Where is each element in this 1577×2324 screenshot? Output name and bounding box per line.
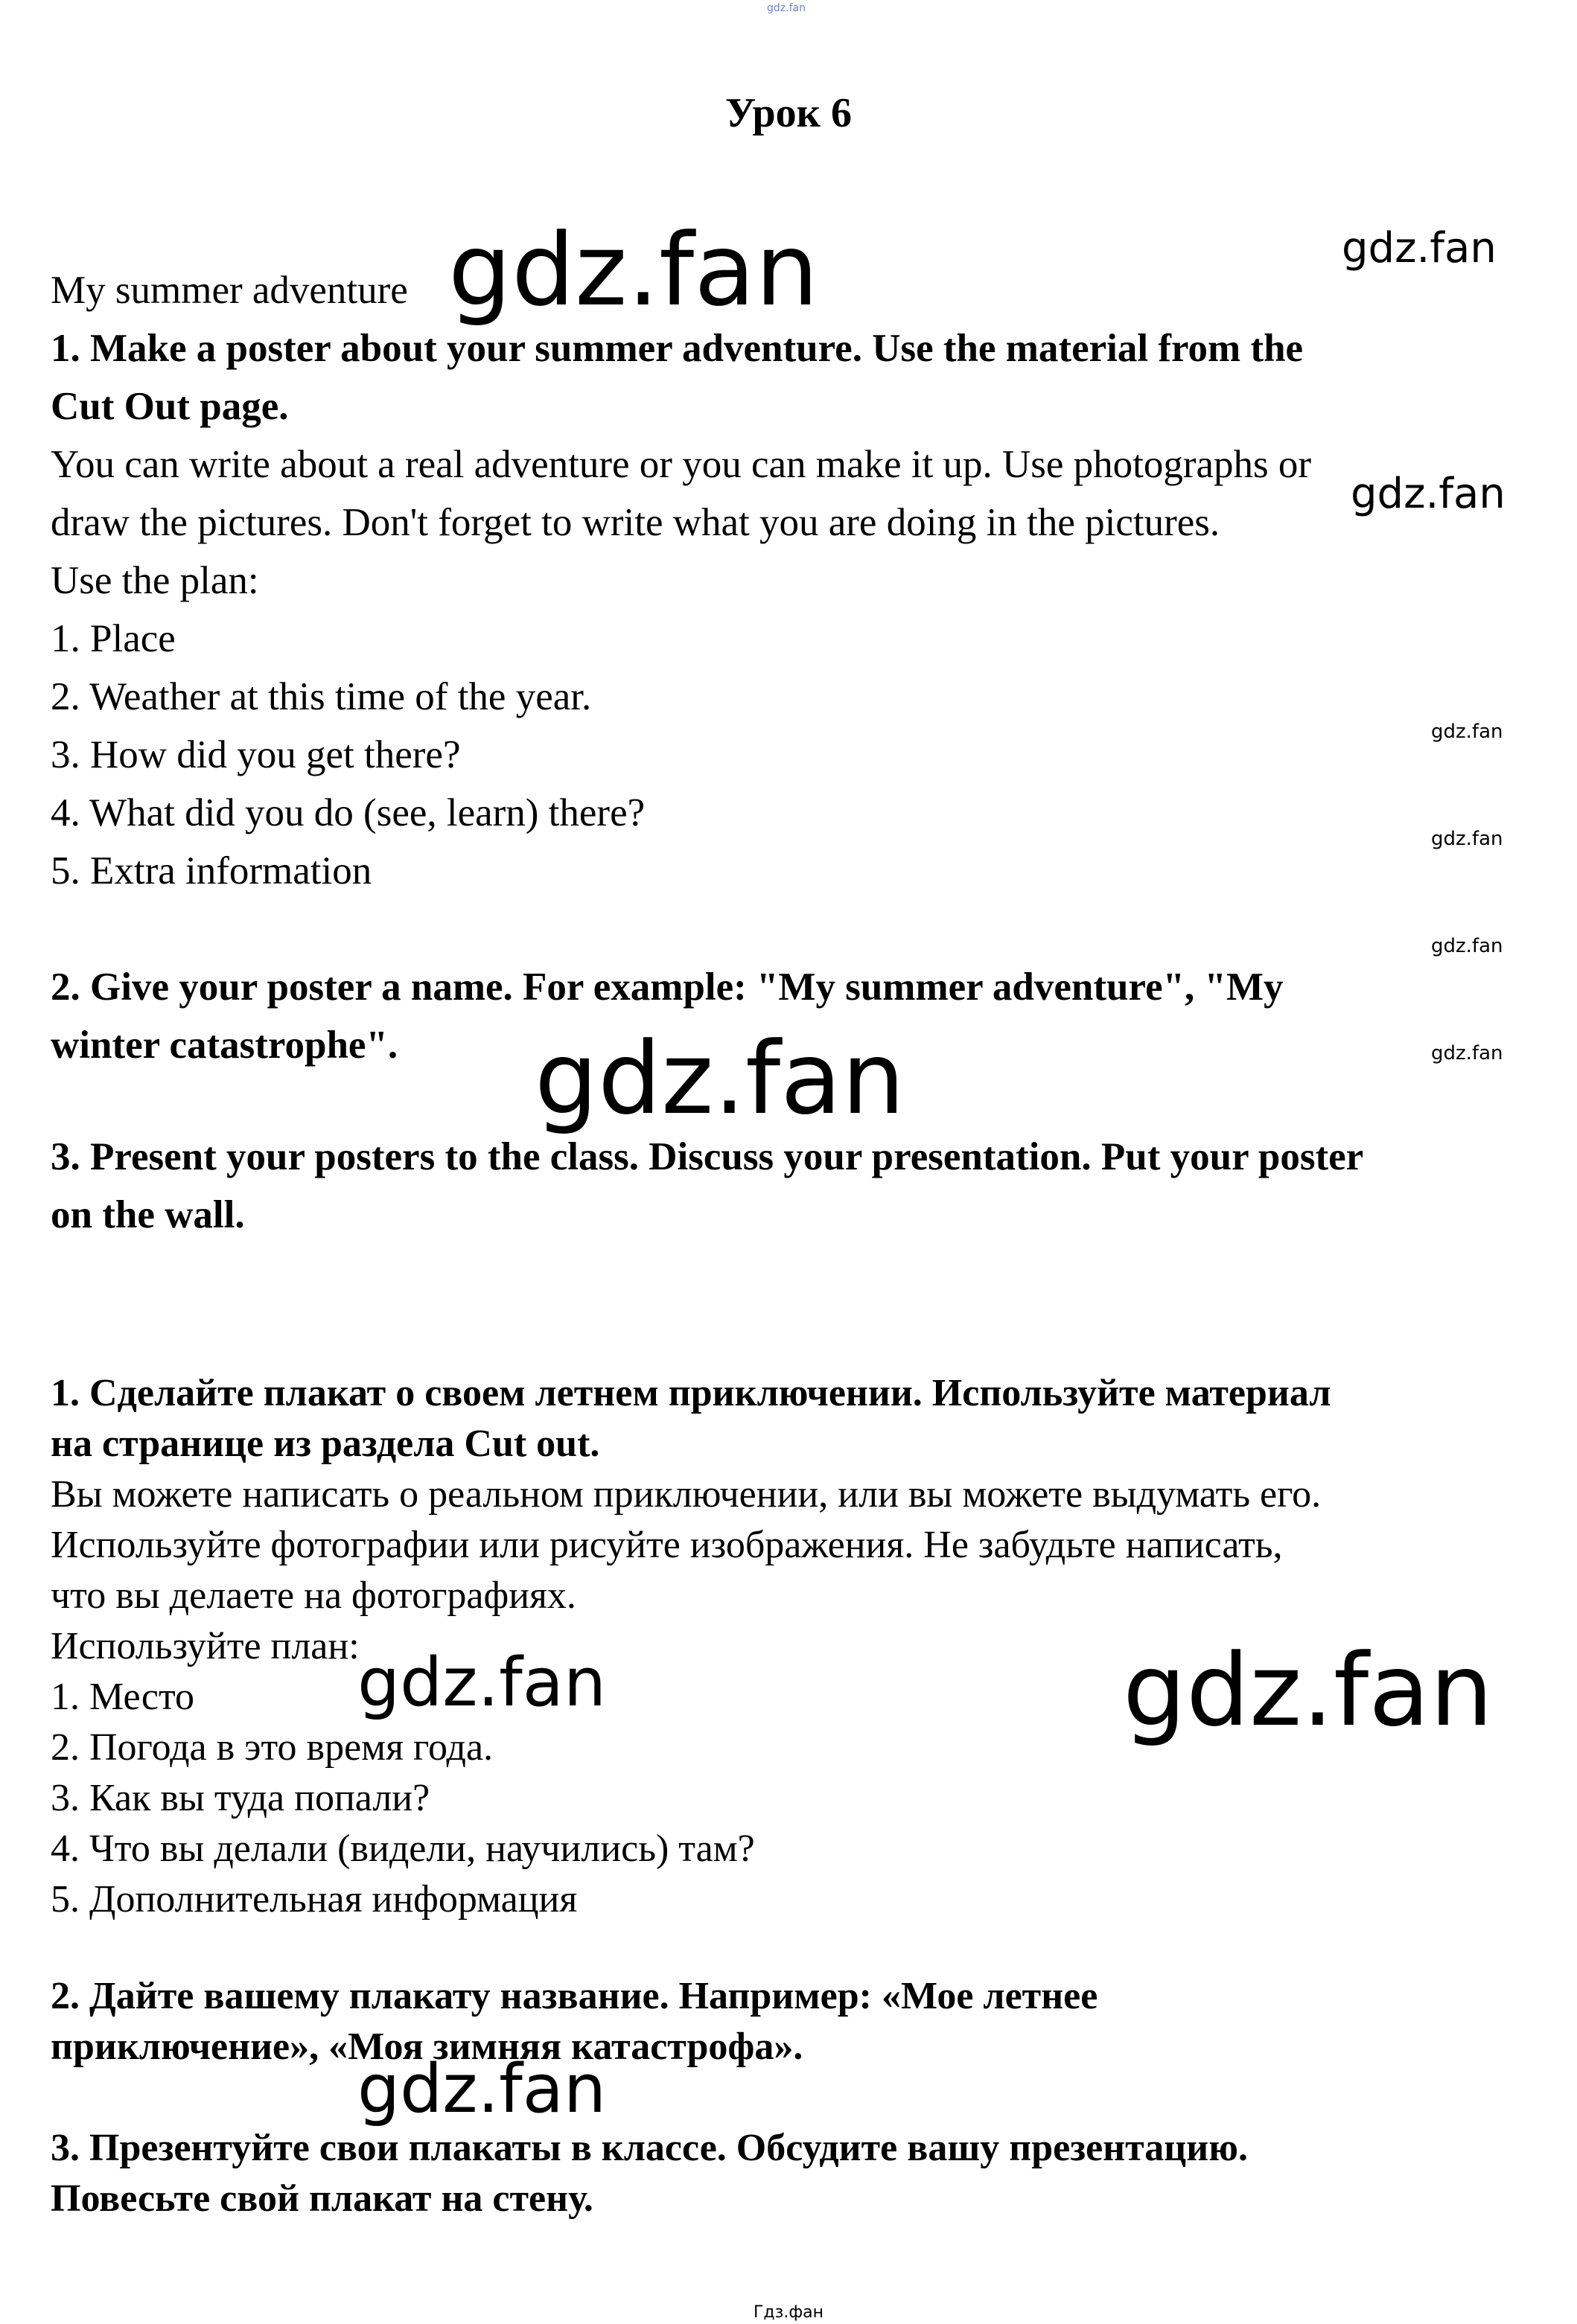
task2-heading-line1: 2. Give your poster a name. For example: "My summer adventure", "My [51, 965, 1284, 1009]
task1-body-line1: You can write about a real adventure or you can make it up. Use photographs or [51, 443, 1312, 486]
ru-plan-item: 3. Как вы туда попали? [51, 1777, 430, 1819]
watermark-small: gdz.fan [1431, 935, 1503, 957]
page-title: Урок 6 [725, 90, 852, 136]
ru-task1-body-line2: Используйте фотографии или рисуйте изображения. Не забудьте написать, [51, 1524, 1283, 1566]
ru-task3-heading-line1: 3. Презентуйте свои плакаты в классе. Обсудите вашу презентацию. [51, 2127, 1248, 2169]
task3-heading-line2: on the wall. [51, 1193, 245, 1236]
watermark-large: gdz.fan [448, 212, 819, 328]
task1-heading-line1: 1. Make a poster about your summer adventure. Use the material from the [51, 327, 1304, 370]
ru-task1-heading-line1: 1. Сделайте плакат о своем летнем приключении. Используйте материал [51, 1372, 1331, 1414]
ru-plan-item: 1. Место [51, 1676, 195, 1718]
ru-task2-heading-line1: 2. Дайте вашему плакату название. Например: «Мое летнее [51, 1975, 1098, 2017]
watermark-large: gdz.fan [535, 1021, 905, 1137]
watermark-medium-large: gdz.fan [357, 1644, 606, 1722]
task1-body-line2: draw the pictures. Don't forget to write what you are doing in the pictures. [51, 501, 1220, 544]
plan-item: 4. What did you do (see, learn) there? [51, 791, 646, 834]
watermark-medium-large: gdz.fan [357, 2050, 606, 2128]
watermark-tiny-top: gdz.fan [767, 2, 806, 14]
task1-body-line3: Use the plan: [51, 559, 259, 602]
watermark-medium: gdz.fan [1351, 470, 1506, 518]
subtitle: My summer adventure [51, 269, 408, 312]
watermark-small: gdz.fan [1431, 1042, 1503, 1064]
plan-item: 1. Place [51, 617, 176, 660]
ru-plan-item: 4. Что вы делали (видели, научились) там? [51, 1827, 755, 1870]
ru-task1-body-line1: Вы можете написать о реальном приключении, или вы можете выдумать его. [51, 1473, 1322, 1516]
ru-task3-heading-line2: Повесьте свой плакат на стену. [51, 2177, 593, 2220]
ru-plan-item: 2. Погода в это время года. [51, 1726, 494, 1769]
plan-item: 5. Extra information [51, 849, 372, 893]
plan-item: 3. How did you get there? [51, 733, 461, 776]
ru-task2-heading-line2: приключение», «Моя зимняя катастрофа». [51, 2025, 803, 2068]
ru-task1-body-line4: Используйте план: [51, 1625, 360, 1667]
watermark-small: gdz.fan [1431, 828, 1503, 850]
footer-label: Гдз.фан [754, 2303, 823, 2322]
watermark-large: gdz.fan [1123, 1632, 1494, 1749]
task2-heading-line2: winter catastrophe". [51, 1024, 398, 1067]
task3-heading-line1: 3. Present your posters to the class. Discuss your presentation. Put your poster [51, 1135, 1364, 1178]
task1-heading-line2: Cut Out page. [51, 385, 289, 428]
watermark-small: gdz.fan [1431, 721, 1503, 743]
ru-plan-item: 5. Дополнительная информация [51, 1878, 578, 1921]
watermark-medium: gdz.fan [1342, 224, 1497, 272]
plan-item: 2. Weather at this time of the year. [51, 675, 592, 718]
ru-task1-body-line3: что вы делаете на фотографиях. [51, 1574, 576, 1617]
ru-task1-heading-line2: на странице из раздела Cut out. [51, 1423, 600, 1465]
